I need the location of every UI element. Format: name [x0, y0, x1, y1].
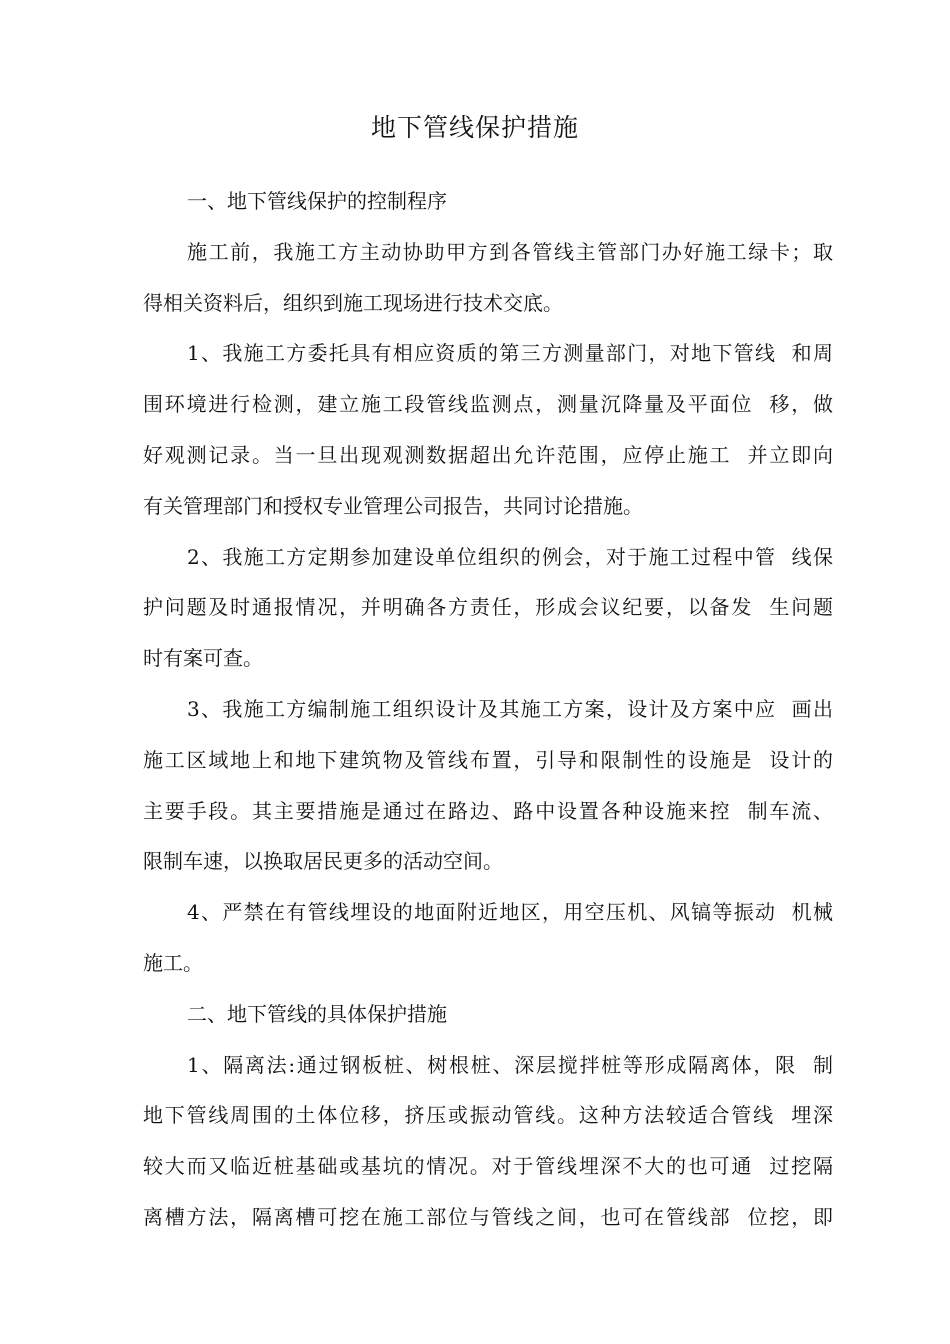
paragraph-line: 施工前，我施工方主动协助甲方到各管线主管部门办好施工绿卡；取 [187, 239, 833, 264]
paragraph-line: 施工区域地上和地下建筑物及管线布置，引导和限制性的设施是 设计的 [143, 747, 833, 772]
paragraph-line: 得相关资料后，组织到施工现场进行技术交底。 [143, 290, 563, 315]
document-title: 地下管线保护措施 [370, 113, 579, 142]
paragraph-line: 有关管理部门和授权专业管理公司报告，共同讨论措施。 [143, 493, 643, 518]
paragraph-line: 1、我施工方委托具有相应资质的第三方测量部门，对地下管线 和周 [187, 341, 833, 366]
paragraph-line: 主要手段。其主要措施是通过在路边、路中设置各种设施来控 制车流、 [143, 798, 833, 823]
document-body [143, 176, 833, 1243]
paragraph-line: 时有案可查。 [143, 646, 263, 671]
paragraph-line: 较大而又临近桩基础或基坑的情况。对于管线埋深不大的也可通 过挖隔 [143, 1154, 833, 1179]
section-heading-1: 一、地下管线保护的控制程序 [187, 189, 447, 213]
paragraph-line: 离槽方法，隔离槽可挖在施工部位与管线之间，也可在管线部 位挖，即 [143, 1204, 833, 1229]
paragraph-line: 3、我施工方编制施工组织设计及其施工方案，设计及方案中应 画出 [187, 696, 833, 721]
paragraph-line: 2、我施工方定期参加建设单位组织的例会，对于施工过程中管 线保 [187, 544, 833, 569]
paragraph-line: 护问题及时通报情况，并明确各方责任，形成会议纪要，以备发 生问题 [143, 595, 833, 620]
paragraph-line: 限制车速，以换取居民更多的活动空间。 [143, 849, 503, 874]
paragraph-line: 围环境进行检测，建立施工段管线监测点，测量沉降量及平面位 移，做 [143, 392, 833, 417]
section-heading-2: 二、地下管线的具体保护措施 [187, 1001, 447, 1026]
paragraph-line: 4、严禁在有管线埋设的地面附近地区，用空压机、风镐等振动 机械 [187, 900, 833, 925]
paragraph-line: 1、隔离法:通过钢板桩、树根桩、深层搅拌桩等形成隔离体，限 制 [187, 1052, 833, 1077]
paragraph-line: 地下管线周围的土体位移，挤压或振动管线。这种方法较适合管线 埋深 [143, 1103, 833, 1128]
paragraph-line: 施工。 [143, 950, 203, 975]
paragraph-line: 好观测记录。当一旦出现观测数据超出允许范围，应停止施工 并立即向 [143, 442, 833, 467]
